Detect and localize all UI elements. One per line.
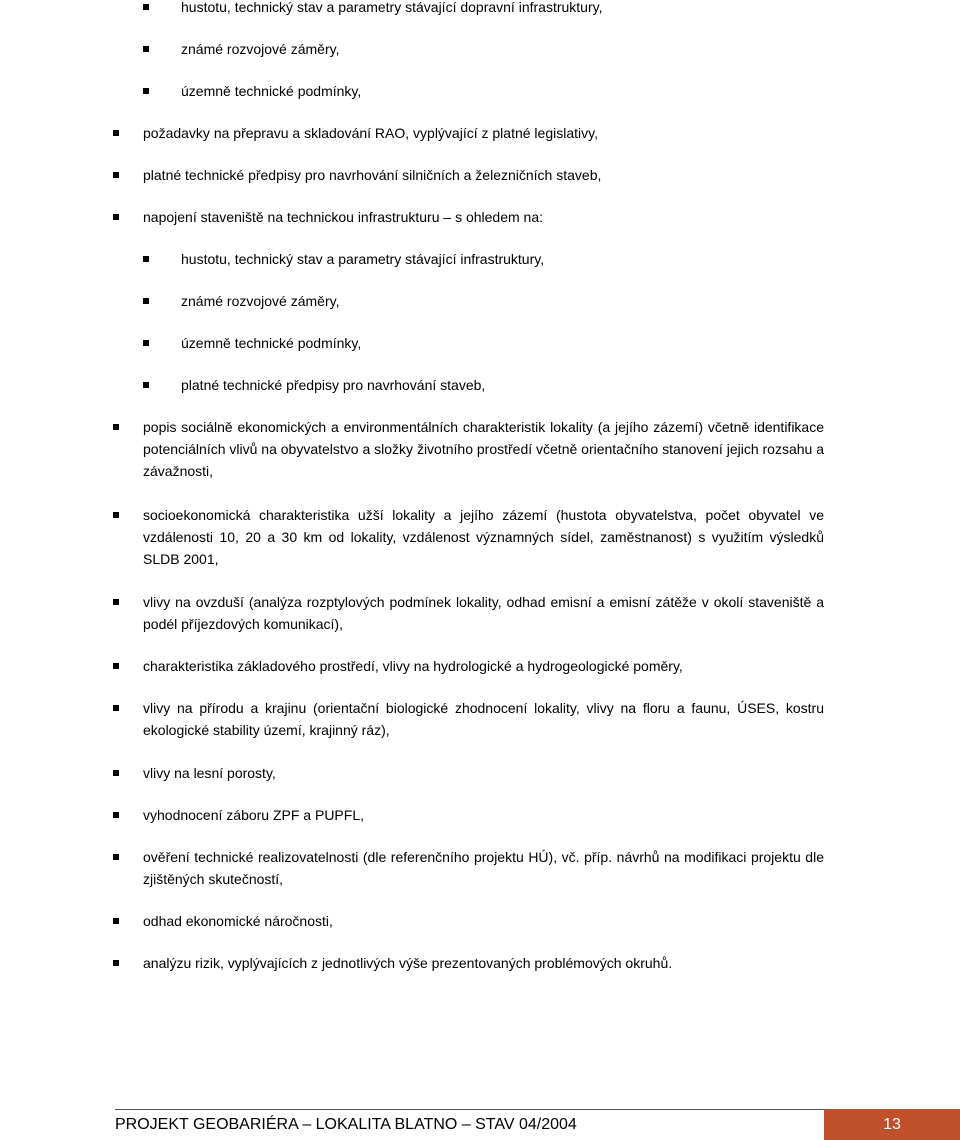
list-item: známé rozvojové záměry, [181,38,821,60]
bullet-icon [143,88,149,94]
list-item: napojení staveniště na technickou infrastrukturu – s ohledem na: [143,206,824,228]
list-item: platné technické předpisy pro navrhování staveb, [181,374,821,396]
bullet-icon [113,770,119,776]
bullet-icon [113,918,119,924]
list-item: územně technické podmínky, [181,332,821,354]
bullet-icon [113,854,119,860]
bullet-icon [113,599,119,605]
bullet-icon [113,172,119,178]
bullet-icon [113,214,119,220]
bullet-icon [143,340,149,346]
list-item: známé rozvojové záměry, [181,290,821,312]
bullet-icon [143,46,149,52]
bullet-icon [113,512,119,518]
list-item: vlivy na lesní porosty, [143,762,824,784]
footer-title: PROJEKT GEOBARIÉRA – LOKALITA BLATNO – STAV 04/2004 [115,1116,577,1133]
bullet-icon [143,298,149,304]
list-item: odhad ekonomické náročnosti, [143,910,824,932]
list-item: vlivy na přírodu a krajinu (orientační biologické zhodnocení lokality, vlivy na floru a faunu, ÚSES, kostru ekologické stability území, krajinný ráz), [143,697,824,741]
list-item: územně technické podmínky, [181,80,821,102]
bullet-icon [143,382,149,388]
list-item: vyhodnocení záboru ZPF a PUPFL, [143,804,824,826]
bullet-icon [113,812,119,818]
list-item: popis sociálně ekonomických a environmentálních charakteristik lokality (a jejího zázemí) včetně identifikace potenciálních vlivů na obyvatelstvo a složky životního prostředí včetně orientačního stanovení jejich rozsahu a závažnosti, [143,416,824,482]
bullet-icon [113,130,119,136]
bullet-icon [143,4,149,10]
list-item: analýzu rizik, vyplývajících z jednotlivých výše prezentovaných problémových okruhů. [143,952,824,974]
list-item: ověření technické realizovatelnosti (dle referenčního projektu HÚ), vč. příp. návrhů na modifikaci projektu dle zjištěných skutečností, [143,846,824,890]
bullet-icon [113,424,119,430]
list-item: socioekonomická charakteristika užší lokality a jejího zázemí (hustota obyvatelstva, počet obyvatel ve vzdálenosti 10, 20 a 30 km od lokality, vzdálenost významných sídel, zaměstnanost) s využitím výsledků SLDB 2001, [143,504,824,570]
page-number: 13 [824,1109,960,1140]
footer-divider [115,1109,825,1110]
list-item: platné technické předpisy pro navrhování silničních a železničních staveb, [143,164,824,186]
bullet-icon [113,663,119,669]
bullet-icon [113,960,119,966]
list-item: hustotu, technický stav a parametry stávající dopravní infrastruktury, [181,0,821,18]
list-item: vlivy na ovzduší (analýza rozptylových podmínek lokality, odhad emisní a emisní zátěže v okolí staveniště a podél příjezdových komunikací), [143,591,824,635]
list-item: hustotu, technický stav a parametry stávající infrastruktury, [181,248,821,270]
bullet-icon [143,256,149,262]
bullet-icon [113,705,119,711]
list-item: charakteristika základového prostředí, vlivy na hydrologické a hydrogeologické poměry, [143,655,824,677]
list-item: požadavky na přepravu a skladování RAO, vyplývající z platné legislativy, [143,122,824,144]
